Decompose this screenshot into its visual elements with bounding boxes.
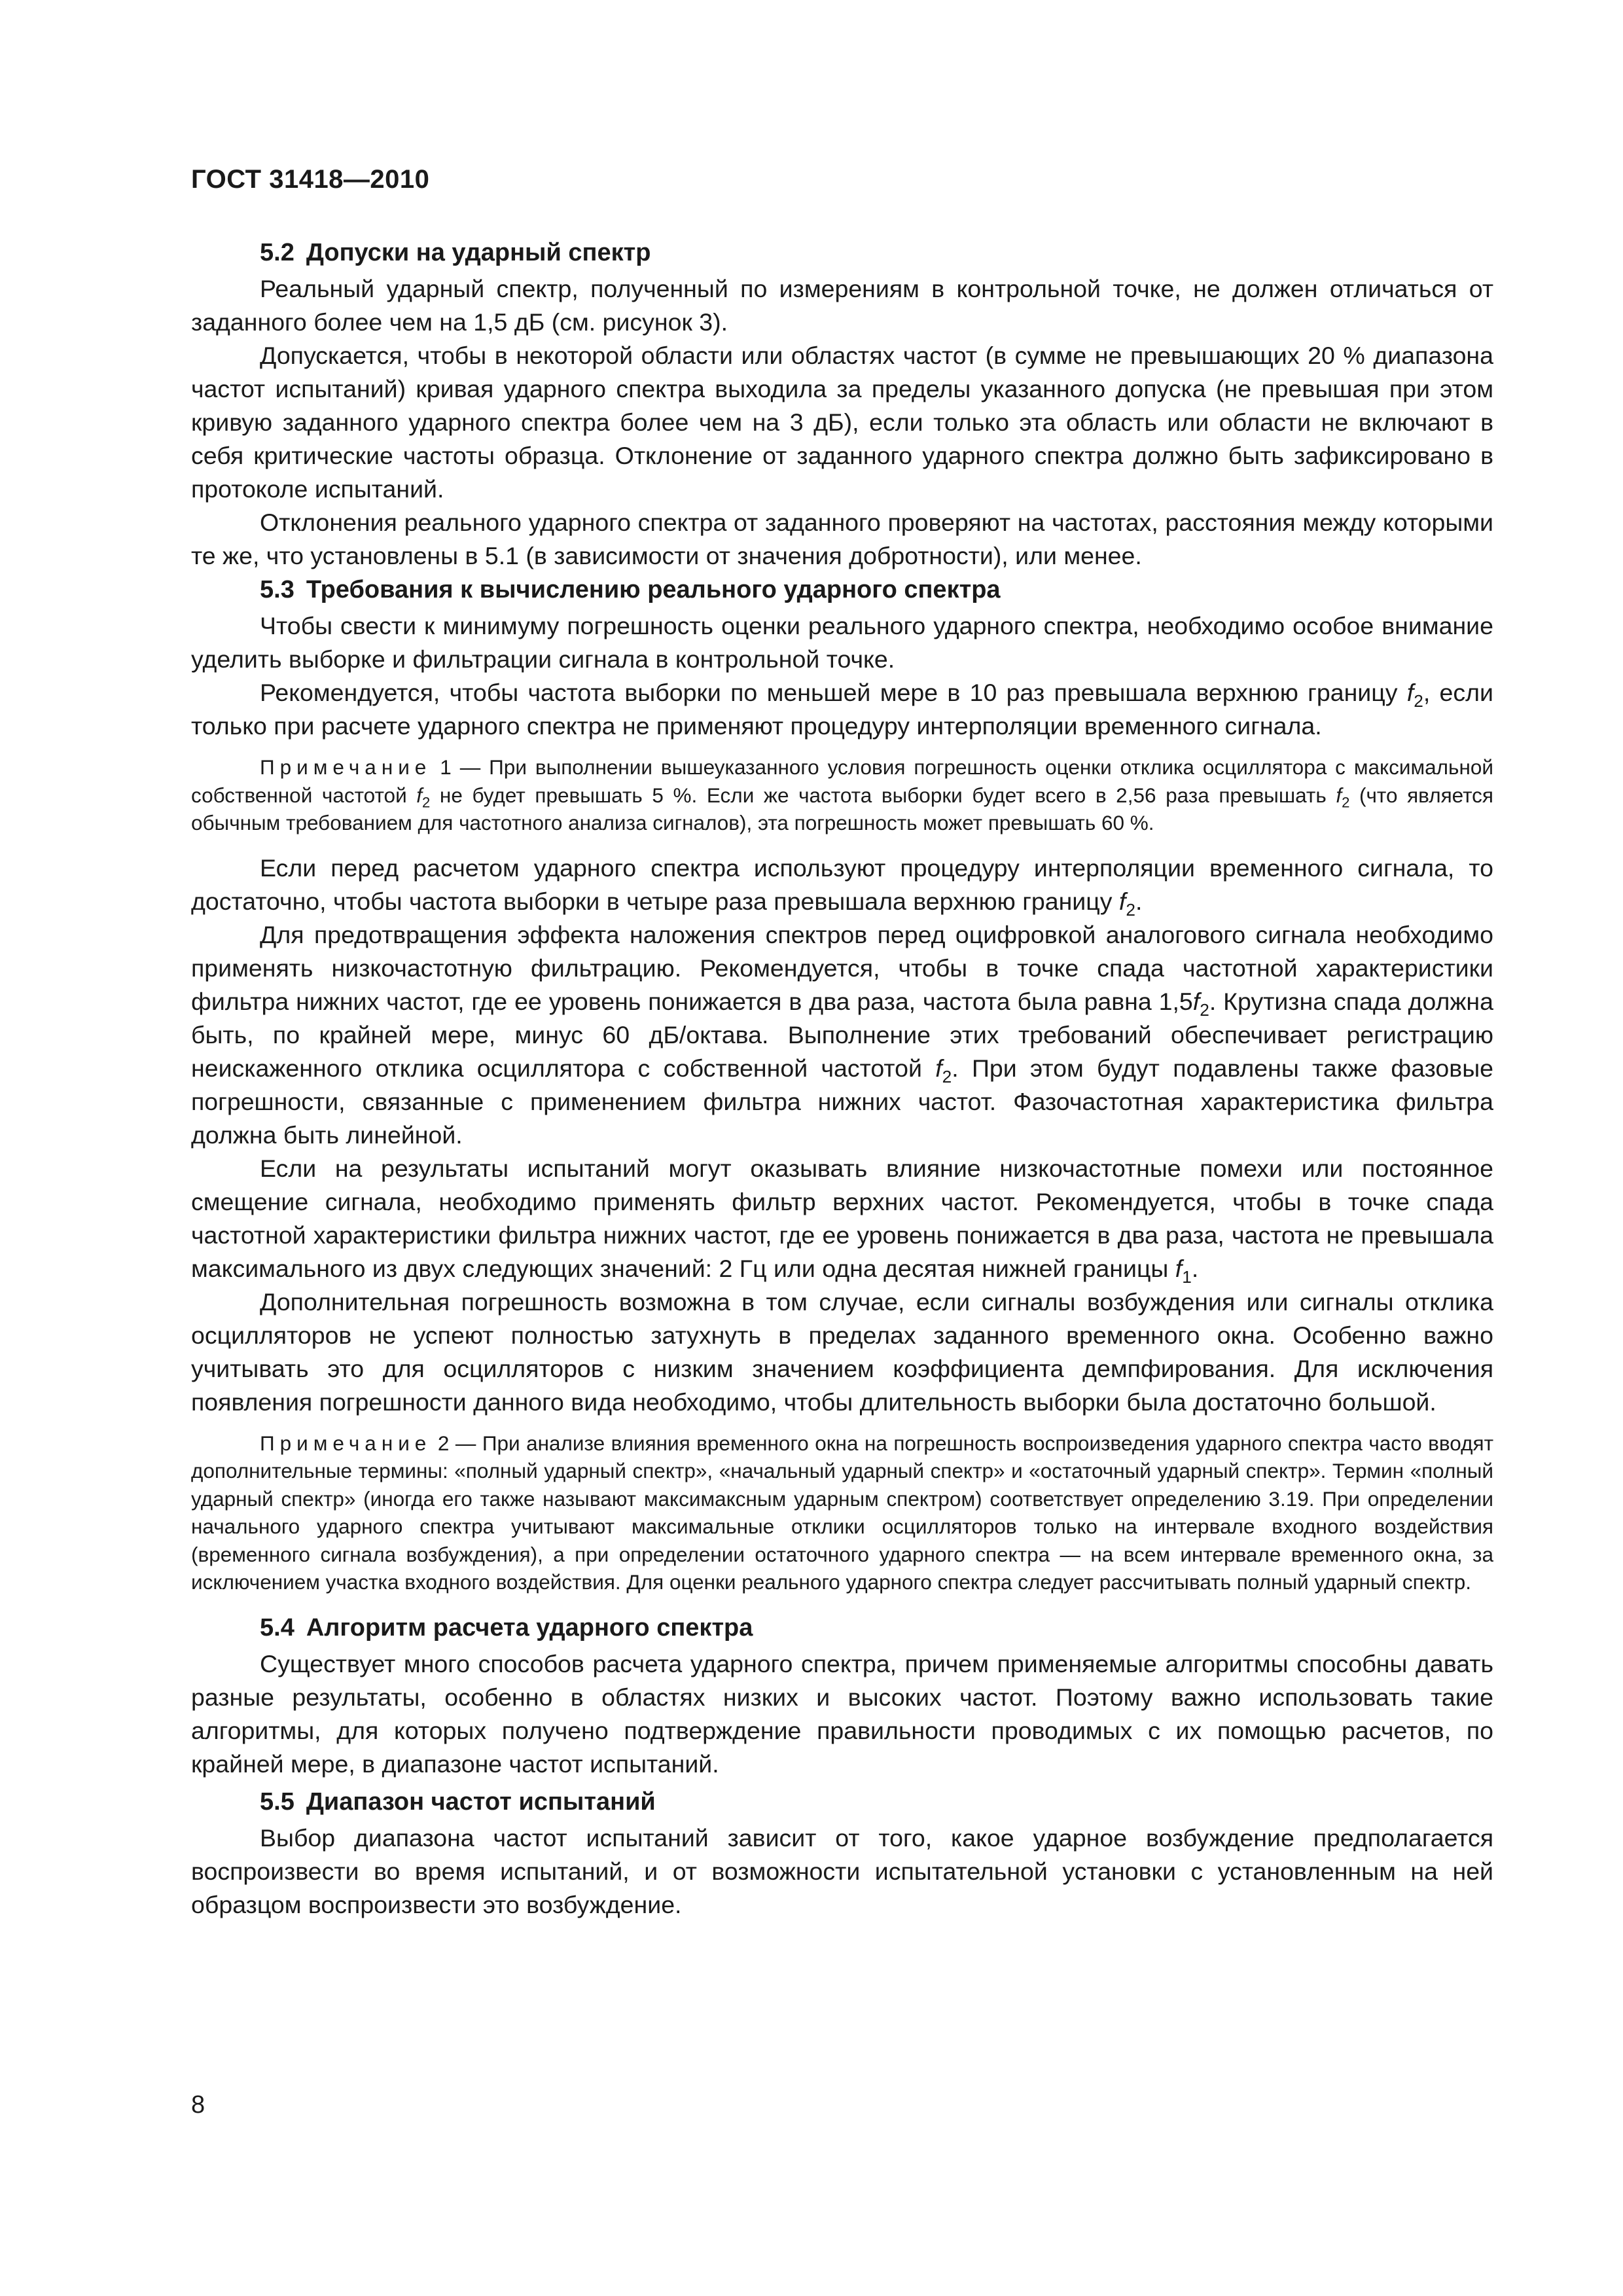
paragraph: Рекомендуется, чтобы частота выборки по меньшей мере в 10 раз превышала верхнюю границу $f_2$, если только при расчете ударного спектра не применяют процедуру интерполяции временного сигнала. bbox=[191, 679, 1493, 740]
paragraph: Допускается, чтобы в некоторой области или областях частот (в сумме не превышающих 20 % диапазона частот испытаний) кривая ударного спектра выходила за пределы указанного допуска (не превышая при этом кривую заданного ударного спектра более чем на 3 дБ), если только эта область или области не включают в себя критические частоты образца. Отклонение от заданного ударного спектра должно быть зафиксировано в протоколе испытаний. bbox=[191, 342, 1493, 503]
paragraph: Для предотвращения эффекта наложения спектров перед оцифровкой аналогового сигнала необходимо применять низкочастотную фильтрацию. Рекомендуется, чтобы в точке спада частотной характеристики фильтра нижних частот, где ее уровень понижается в два раза, частота была равна $1,5f_2$. Крутизна спада должна быть, по крайней мере, минус 60 дБ/октава. Выполнение этих требований обеспечивает регистрацию неискаженного отклика осциллятора с собственной частотой $f_2$. При этом будут подавлены также фазовые погрешности, связанные с применением фильтра нижних частот. Фазочастотная характеристика фильтра должна быть линейной. bbox=[191, 920, 1494, 1149]
section-title: Допуски на ударный спектр bbox=[306, 239, 651, 266]
section-heading-5-5 bbox=[191, 1785, 1493, 1819]
paragraph: Отклонения реального ударного спектра от заданного проверяют на частотах, расстояния между которыми те же, что установлены в 5.1 (в зависимости от значения добротности), или менее. bbox=[191, 509, 1493, 569]
note-2: Примечание 2 — При анализе влияния временного окна на погрешность воспроизведения ударного спектра часто вводят дополнительные термины: «полный ударный спектр», «начальный ударный спектр» и «остаточный ударный спектр». Термин «полный ударный спектр» (иногда его также называют максимаксным ударным спектром) соответствует определению 3.19. При определении начального ударного спектра учитывают максимальные отклики осцилляторов только на интервале входного воздействия (временного сигнала возбуждения), а при определении остаточного ударного спектра — на всем интервале временного окна, за исключением участка входного воздействия. Для оценки реального ударного спектра следует рассчитывать полный ударный спектр. bbox=[191, 1431, 1493, 1594]
section-heading-5-3 bbox=[191, 573, 1493, 607]
section-number: 5.4 bbox=[260, 1613, 294, 1641]
section-number: 5.2 bbox=[260, 239, 294, 266]
paragraph: Если перед расчетом ударного спектра используют процедуру интерполяции временного сигнала, то достаточно, чтобы частота выборки в четыре раза превышала верхнюю границу $f_2$. bbox=[191, 853, 1493, 920]
paragraph: Чтобы свести к минимуму погрешность оценки реального ударного спектра, необходимо особое внимание уделить выборке и фильтрации сигнала в контрольной точке. bbox=[191, 612, 1493, 673]
note-label: Примечание bbox=[260, 1431, 432, 1455]
paragraph: Существует много способов расчета ударного спектра, причем применяемые алгоритмы способны давать разные результаты, особенно в областях низких и высоких частот. Поэтому важно использовать такие алгоритмы, для которых получено подтверждение правильности проводимых с их помощью расчетов, по крайней мере, в диапазоне частот испытаний. bbox=[191, 1649, 1493, 1778]
symbol-f: f bbox=[1406, 679, 1414, 706]
paragraph: Выбор диапазона частот испытаний зависит от того, какое ударное возбуждение предполагается воспроизвести во время испытаний, и от возможности испытательной установки с установленным на ней образцом воспроизвести это возбуждение. bbox=[191, 1823, 1493, 1918]
note-label: Примечание bbox=[260, 755, 432, 779]
document-body bbox=[191, 236, 1493, 1922]
section-heading-5-4 bbox=[191, 1611, 1493, 1645]
section-number: 5.5 bbox=[260, 1787, 294, 1816]
paragraph: Реальный ударный спектр, полученный по измерениям в контрольной точке, не должен отличаться от заданного более чем на 1,5 дБ (см. рисунок 3). bbox=[191, 275, 1493, 336]
document-code: ГОСТ 31418—2010 bbox=[191, 165, 430, 194]
paragraph: Если на результаты испытаний могут оказывать влияние низкочастотные помехи или постоянное смещение сигнала, необходимо применять фильтр верхних частот. Рекомендуется, чтобы в точке спада частотной характеристики фильтра нижних частот, где ее уровень понижается в два раза, частота не превышала максимального из двух следующих значений: 2 Гц или одна десятая нижней границы $f_1$. bbox=[191, 1154, 1493, 1287]
section-title: Требования к вычислению реального ударного спектра bbox=[306, 576, 1001, 603]
section-number: 5.3 bbox=[260, 576, 294, 603]
paragraph: Дополнительная погрешность возможна в том случае, если сигналы возбуждения или сигналы отклика осцилляторов не успеют полностью затухнуть в пределах заданного временного окна. Особенно важно учитывать это для осцилляторов с низким значением коэффициента демпфирования. Для исключения появления погрешности данного вида необходимо, чтобы длительность выборки была достаточно большой. bbox=[191, 1287, 1493, 1416]
note-1: Примечание 1 — При выполнении вышеуказанного условия погрешность оценки отклика осциллятора с максимальной собственной частотой $f_2$ не будет превышать 5 %. Если же частота выборки будет всего в 2,56 раза превышать $f_2$ (что является обычным требованием для частотного анализа сигналов), эта погрешность может превышать 60 %. bbox=[191, 755, 1493, 834]
section-title: Диапазон частот испытаний bbox=[306, 1787, 656, 1816]
section-title: Алгоритм расчета ударного спектра bbox=[306, 1613, 753, 1641]
page-number: 8 bbox=[191, 2091, 205, 2119]
section-heading-5-2 bbox=[191, 236, 1493, 270]
